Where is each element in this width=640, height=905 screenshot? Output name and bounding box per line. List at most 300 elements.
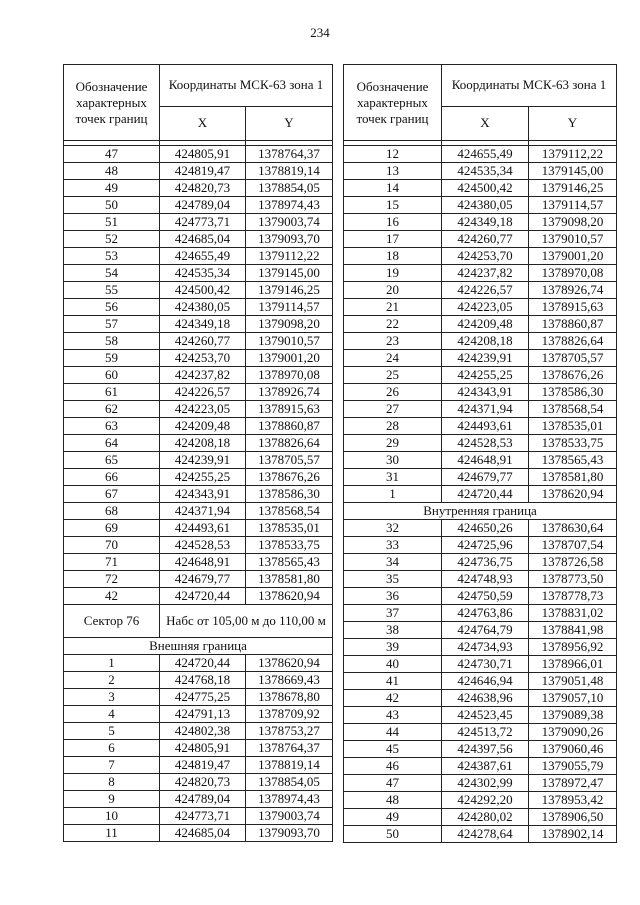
point-id-cell: 21 — [344, 299, 442, 316]
point-id-cell: 4 — [64, 706, 160, 723]
table-row — [64, 571, 333, 588]
x-coordinate-cell: 424371,94 — [442, 401, 529, 418]
x-coordinate-cell: 424208,18 — [442, 333, 529, 350]
table-row — [64, 757, 333, 774]
point-id-cell: 35 — [344, 571, 442, 588]
point-id-cell: 30 — [344, 452, 442, 469]
point-id-cell: 65 — [64, 452, 160, 469]
y-coordinate-cell: 1378970,08 — [246, 367, 333, 384]
x-coordinate-cell: 424535,34 — [442, 163, 529, 180]
y-coordinate-cell: 1378764,37 — [246, 146, 333, 163]
x-coordinate-cell: 424253,70 — [160, 350, 246, 367]
x-coordinate-cell: 424349,18 — [442, 214, 529, 231]
table-row — [344, 197, 617, 214]
point-id-cell: 39 — [344, 639, 442, 656]
table-row — [344, 690, 617, 707]
table-row — [344, 299, 617, 316]
table-row — [64, 554, 333, 571]
x-coordinate-cell: 424500,42 — [160, 282, 246, 299]
x-coordinate-cell: 424789,04 — [160, 791, 246, 808]
x-coordinate-cell: 424655,49 — [160, 248, 246, 265]
point-id-cell: 52 — [64, 231, 160, 248]
y-coordinate-cell: 1378826,64 — [529, 333, 617, 350]
table-row — [64, 435, 333, 452]
y-coordinate-cell: 1378568,54 — [529, 401, 617, 418]
table-row — [64, 299, 333, 316]
point-id-cell: 43 — [344, 707, 442, 724]
point-id-cell: 27 — [344, 401, 442, 418]
x-coordinate-cell: 424513,72 — [442, 724, 529, 741]
point-id-cell: 66 — [64, 469, 160, 486]
table-row — [64, 503, 333, 520]
table-row — [64, 723, 333, 740]
point-id-cell: 56 — [64, 299, 160, 316]
point-id-cell: 63 — [64, 418, 160, 435]
table-row — [344, 639, 617, 656]
y-coordinate-cell: 1379057,10 — [529, 690, 617, 707]
x-coordinate-cell: 424748,93 — [442, 571, 529, 588]
point-id-cell: 34 — [344, 554, 442, 571]
y-coordinate-cell: 1378915,63 — [529, 299, 617, 316]
table-row — [344, 282, 617, 299]
x-coordinate-cell: 424646,94 — [442, 673, 529, 690]
sector-height-range: Набс от 105,00 м до 110,00 м — [160, 605, 333, 638]
table-row — [344, 792, 617, 809]
point-id-cell: 57 — [64, 316, 160, 333]
y-coordinate-cell: 1378974,43 — [246, 197, 333, 214]
x-coordinate-cell: 424239,91 — [442, 350, 529, 367]
x-coordinate-cell: 424535,34 — [160, 265, 246, 282]
point-id-cell: 25 — [344, 367, 442, 384]
y-coordinate-cell: 1378586,30 — [529, 384, 617, 401]
point-id-cell: 14 — [344, 180, 442, 197]
point-id-cell: 49 — [344, 809, 442, 826]
y-coordinate-cell: 1379051,48 — [529, 673, 617, 690]
point-id-cell: 55 — [64, 282, 160, 299]
x-coordinate-cell: 424648,91 — [160, 554, 246, 571]
left-table-body — [64, 65, 333, 842]
x-coordinate-cell: 424730,71 — [442, 656, 529, 673]
point-id-cell: 22 — [344, 316, 442, 333]
x-coordinate-cell: 424685,04 — [160, 825, 246, 842]
y-coordinate-cell: 1379112,22 — [529, 146, 617, 163]
x-coordinate-cell: 424685,04 — [160, 231, 246, 248]
point-id-cell: 53 — [64, 248, 160, 265]
table-row — [344, 741, 617, 758]
y-coordinate-cell: 1378535,01 — [529, 418, 617, 435]
x-coordinate-cell: 424789,04 — [160, 197, 246, 214]
inner-boundary-label: Внутренняя граница — [344, 503, 617, 520]
point-id-cell: 10 — [64, 808, 160, 825]
y-coordinate-cell: 1378565,43 — [529, 452, 617, 469]
y-coordinate-cell: 1378819,14 — [246, 163, 333, 180]
point-id-cell: 12 — [344, 146, 442, 163]
y-coordinate-cell: 1378581,80 — [529, 469, 617, 486]
point-id-cell: 40 — [344, 656, 442, 673]
x-coordinate-cell: 424820,73 — [160, 774, 246, 791]
point-id-cell: 18 — [344, 248, 442, 265]
table-row — [344, 435, 617, 452]
x-coordinate-cell: 424209,48 — [160, 418, 246, 435]
point-id-cell: 9 — [64, 791, 160, 808]
point-id-cell: 68 — [64, 503, 160, 520]
y-coordinate-cell: 1379003,74 — [246, 214, 333, 231]
y-coordinate-cell: 1378726,58 — [529, 554, 617, 571]
coordinates-table-left — [63, 64, 333, 842]
x-coordinate-cell: 424725,96 — [442, 537, 529, 554]
y-coordinate-cell: 1378819,14 — [246, 757, 333, 774]
point-id-cell: 26 — [344, 384, 442, 401]
x-coordinate-cell: 424523,45 — [442, 707, 529, 724]
table-row — [344, 350, 617, 367]
y-coordinate-cell: 1379145,00 — [246, 265, 333, 282]
x-coordinate-cell: 424255,25 — [442, 367, 529, 384]
x-coordinate-cell: 424720,44 — [160, 655, 246, 672]
point-id-cell: 7 — [64, 757, 160, 774]
table-row — [64, 469, 333, 486]
y-coordinate-cell: 1379114,57 — [246, 299, 333, 316]
point-id-cell: 1 — [64, 655, 160, 672]
point-id-cell: 51 — [64, 214, 160, 231]
table-row — [64, 791, 333, 808]
x-coordinate-cell: 424302,99 — [442, 775, 529, 792]
y-coordinate-cell: 1379114,57 — [529, 197, 617, 214]
table-row — [64, 825, 333, 842]
y-coordinate-cell: 1378581,80 — [246, 571, 333, 588]
x-coordinate-cell: 424775,25 — [160, 689, 246, 706]
x-coordinate-cell: 424280,02 — [442, 809, 529, 826]
inner-boundary-label-row — [344, 503, 617, 520]
point-id-cell: 72 — [64, 571, 160, 588]
y-coordinate-cell: 1379010,57 — [246, 333, 333, 350]
x-coordinate-cell: 424387,61 — [442, 758, 529, 775]
table-row — [64, 672, 333, 689]
table-row — [344, 520, 617, 537]
table-row — [64, 231, 333, 248]
x-coordinate-cell: 424237,82 — [442, 265, 529, 282]
point-id-cell: 41 — [344, 673, 442, 690]
x-coordinate-cell: 424764,79 — [442, 622, 529, 639]
x-coordinate-cell: 424763,86 — [442, 605, 529, 622]
x-coordinate-cell: 424791,13 — [160, 706, 246, 723]
point-column-header: Обозначение характерных точек границ — [64, 65, 160, 141]
coordinates-table-right — [343, 64, 617, 843]
point-id-cell: 48 — [344, 792, 442, 809]
y-coordinate-cell: 1378854,05 — [246, 774, 333, 791]
table-row — [344, 418, 617, 435]
table-row — [344, 673, 617, 690]
table-row — [344, 469, 617, 486]
table-row — [64, 486, 333, 503]
y-coordinate-cell: 1379098,20 — [529, 214, 617, 231]
x-coordinate-cell: 424260,77 — [160, 333, 246, 350]
x-coordinate-cell: 424720,44 — [160, 588, 246, 605]
table-row — [64, 655, 333, 672]
x-coordinate-cell: 424802,38 — [160, 723, 246, 740]
point-id-cell: 70 — [64, 537, 160, 554]
table-row — [344, 588, 617, 605]
point-id-cell: 24 — [344, 350, 442, 367]
table-row — [344, 775, 617, 792]
y-coordinate-cell: 1378906,50 — [529, 809, 617, 826]
table-row — [344, 758, 617, 775]
point-id-cell: 50 — [64, 197, 160, 214]
table-row — [64, 537, 333, 554]
table-row — [64, 401, 333, 418]
y-coordinate-cell: 1378620,94 — [246, 588, 333, 605]
table-row — [64, 316, 333, 333]
y-coordinate-cell: 1378773,50 — [529, 571, 617, 588]
x-coordinate-cell: 424493,61 — [442, 418, 529, 435]
y-coordinate-cell: 1378676,26 — [529, 367, 617, 384]
point-id-cell: 47 — [64, 146, 160, 163]
x-header: X — [160, 106, 246, 140]
table-row — [64, 706, 333, 723]
x-coordinate-cell: 424209,48 — [442, 316, 529, 333]
x-coordinate-cell: 424648,91 — [442, 452, 529, 469]
x-coordinate-cell: 424253,70 — [442, 248, 529, 265]
point-id-cell: 15 — [344, 197, 442, 214]
table-row — [64, 418, 333, 435]
y-coordinate-cell: 1379001,20 — [529, 248, 617, 265]
table-row — [64, 146, 333, 163]
y-coordinate-cell: 1378568,54 — [246, 503, 333, 520]
x-coordinate-cell: 424343,91 — [442, 384, 529, 401]
point-id-cell: 45 — [344, 741, 442, 758]
sector-label: Сектор 76 — [64, 605, 160, 638]
point-id-cell: 48 — [64, 163, 160, 180]
x-coordinate-cell: 424237,82 — [160, 367, 246, 384]
x-coordinate-cell: 424397,56 — [442, 741, 529, 758]
x-coordinate-cell: 424820,73 — [160, 180, 246, 197]
y-coordinate-cell: 1378854,05 — [246, 180, 333, 197]
page-number: 234 — [310, 25, 330, 40]
table-row — [64, 265, 333, 282]
x-coordinate-cell: 424343,91 — [160, 486, 246, 503]
y-coordinate-cell: 1378860,87 — [529, 316, 617, 333]
y-coordinate-cell: 1378926,74 — [246, 384, 333, 401]
x-coordinate-cell: 424734,93 — [442, 639, 529, 656]
y-coordinate-cell: 1379093,70 — [246, 231, 333, 248]
y-coordinate-cell: 1378705,57 — [246, 452, 333, 469]
table-row — [64, 248, 333, 265]
table-row — [344, 724, 617, 741]
point-id-cell: 38 — [344, 622, 442, 639]
y-coordinate-cell: 1378620,94 — [529, 486, 617, 503]
sector-row — [64, 605, 333, 638]
table-row — [344, 248, 617, 265]
table-row — [64, 588, 333, 605]
point-id-cell: 64 — [64, 435, 160, 452]
point-id-cell: 28 — [344, 418, 442, 435]
y-coordinate-cell: 1378778,73 — [529, 588, 617, 605]
y-coordinate-cell: 1378974,43 — [246, 791, 333, 808]
y-coordinate-cell: 1378926,74 — [529, 282, 617, 299]
table-row — [344, 826, 617, 843]
x-coordinate-cell: 424208,18 — [160, 435, 246, 452]
point-id-cell: 47 — [344, 775, 442, 792]
y-coordinate-cell: 1379112,22 — [246, 248, 333, 265]
x-coordinate-cell: 424638,96 — [442, 690, 529, 707]
point-id-cell: 13 — [344, 163, 442, 180]
y-coordinate-cell: 1379001,20 — [246, 350, 333, 367]
y-coordinate-cell: 1378620,94 — [246, 655, 333, 672]
outer-boundary-label: Внешняя граница — [64, 638, 333, 655]
table-row — [64, 740, 333, 757]
y-coordinate-cell: 1379093,70 — [246, 825, 333, 842]
x-coordinate-cell: 424255,25 — [160, 469, 246, 486]
table-row — [344, 214, 617, 231]
table-row — [64, 214, 333, 231]
table-row — [64, 367, 333, 384]
point-id-cell: 19 — [344, 265, 442, 282]
x-coordinate-cell: 424679,77 — [442, 469, 529, 486]
y-coordinate-cell: 1379060,46 — [529, 741, 617, 758]
y-coordinate-cell: 1379090,26 — [529, 724, 617, 741]
y-coordinate-cell: 1378533,75 — [529, 435, 617, 452]
y-coordinate-cell: 1378753,27 — [246, 723, 333, 740]
point-id-cell: 8 — [64, 774, 160, 791]
y-coordinate-cell: 1379146,25 — [529, 180, 617, 197]
x-coordinate-cell: 424655,49 — [442, 146, 529, 163]
y-coordinate-cell: 1378678,80 — [246, 689, 333, 706]
y-coordinate-cell: 1378956,92 — [529, 639, 617, 656]
table-row — [344, 622, 617, 639]
table-row — [344, 809, 617, 826]
point-id-cell: 49 — [64, 180, 160, 197]
y-coordinate-cell: 1378709,92 — [246, 706, 333, 723]
point-id-cell: 16 — [344, 214, 442, 231]
y-coordinate-cell: 1378676,26 — [246, 469, 333, 486]
table-row — [344, 605, 617, 622]
x-coordinate-cell: 424223,05 — [442, 299, 529, 316]
x-coordinate-cell: 424500,42 — [442, 180, 529, 197]
x-header: X — [442, 106, 529, 140]
table-row — [344, 333, 617, 350]
x-coordinate-cell: 424528,53 — [442, 435, 529, 452]
y-coordinate-cell: 1378915,63 — [246, 401, 333, 418]
table-row — [344, 265, 617, 282]
y-coordinate-cell: 1378705,57 — [529, 350, 617, 367]
point-id-cell: 42 — [344, 690, 442, 707]
table-row — [344, 656, 617, 673]
table-row — [64, 808, 333, 825]
x-coordinate-cell: 424819,47 — [160, 163, 246, 180]
point-id-cell: 6 — [64, 740, 160, 757]
point-id-cell: 31 — [344, 469, 442, 486]
point-id-cell: 54 — [64, 265, 160, 282]
y-coordinate-cell: 1378860,87 — [246, 418, 333, 435]
table-row — [344, 537, 617, 554]
table-row — [344, 163, 617, 180]
x-coordinate-cell: 424493,61 — [160, 520, 246, 537]
point-id-cell: 1 — [344, 486, 442, 503]
y-header: Y — [246, 106, 333, 140]
x-coordinate-cell: 424773,71 — [160, 214, 246, 231]
table-row — [64, 163, 333, 180]
table-row — [64, 520, 333, 537]
point-id-cell: 2 — [64, 672, 160, 689]
table-row — [64, 333, 333, 350]
point-id-cell: 11 — [64, 825, 160, 842]
point-id-cell: 61 — [64, 384, 160, 401]
y-coordinate-cell: 1379089,38 — [529, 707, 617, 724]
x-coordinate-cell: 424650,26 — [442, 520, 529, 537]
y-coordinate-cell: 1379055,79 — [529, 758, 617, 775]
coordinates-header: Координаты МСК-63 зона 1 — [442, 65, 617, 107]
x-coordinate-cell: 424371,94 — [160, 503, 246, 520]
y-coordinate-cell: 1378826,64 — [246, 435, 333, 452]
point-id-cell: 67 — [64, 486, 160, 503]
y-coordinate-cell: 1378707,54 — [529, 537, 617, 554]
table-row — [64, 384, 333, 401]
table-row — [344, 316, 617, 333]
y-coordinate-cell: 1378972,47 — [529, 775, 617, 792]
x-coordinate-cell: 424226,57 — [442, 282, 529, 299]
point-id-cell: 23 — [344, 333, 442, 350]
x-coordinate-cell: 424278,64 — [442, 826, 529, 843]
table-row — [344, 486, 617, 503]
point-id-cell: 5 — [64, 723, 160, 740]
point-id-cell: 42 — [64, 588, 160, 605]
point-id-cell: 58 — [64, 333, 160, 350]
table-row — [344, 180, 617, 197]
point-id-cell: 37 — [344, 605, 442, 622]
x-coordinate-cell: 424380,05 — [442, 197, 529, 214]
x-coordinate-cell: 424292,20 — [442, 792, 529, 809]
y-coordinate-cell: 1378535,01 — [246, 520, 333, 537]
table-row — [64, 282, 333, 299]
x-coordinate-cell: 424773,71 — [160, 808, 246, 825]
point-id-cell: 69 — [64, 520, 160, 537]
y-coordinate-cell: 1379098,20 — [246, 316, 333, 333]
point-id-cell: 20 — [344, 282, 442, 299]
table-row — [344, 452, 617, 469]
x-coordinate-cell: 424260,77 — [442, 231, 529, 248]
y-coordinate-cell: 1378831,02 — [529, 605, 617, 622]
y-coordinate-cell: 1379145,00 — [529, 163, 617, 180]
table-row — [344, 401, 617, 418]
y-coordinate-cell: 1378669,43 — [246, 672, 333, 689]
point-id-cell: 33 — [344, 537, 442, 554]
point-id-cell: 3 — [64, 689, 160, 706]
point-id-cell: 29 — [344, 435, 442, 452]
point-id-cell: 50 — [344, 826, 442, 843]
x-coordinate-cell: 424223,05 — [160, 401, 246, 418]
table-row — [64, 180, 333, 197]
point-column-header: Обозначение характерных точек границ — [344, 65, 442, 141]
x-coordinate-cell: 424750,59 — [442, 588, 529, 605]
table-row — [344, 146, 617, 163]
right-table-body — [344, 65, 617, 843]
x-coordinate-cell: 424349,18 — [160, 316, 246, 333]
header-row — [64, 65, 333, 107]
table-row — [344, 367, 617, 384]
y-coordinate-cell: 1378764,37 — [246, 740, 333, 757]
y-coordinate-cell: 1379146,25 — [246, 282, 333, 299]
table-row — [344, 554, 617, 571]
point-id-cell: 60 — [64, 367, 160, 384]
y-coordinate-cell: 1379010,57 — [529, 231, 617, 248]
point-id-cell: 32 — [344, 520, 442, 537]
outer-boundary-label-row — [64, 638, 333, 655]
coordinates-header: Координаты МСК-63 зона 1 — [160, 65, 333, 107]
table-row — [344, 571, 617, 588]
y-coordinate-cell: 1378970,08 — [529, 265, 617, 282]
table-row — [64, 197, 333, 214]
point-id-cell: 62 — [64, 401, 160, 418]
y-coordinate-cell: 1378953,42 — [529, 792, 617, 809]
